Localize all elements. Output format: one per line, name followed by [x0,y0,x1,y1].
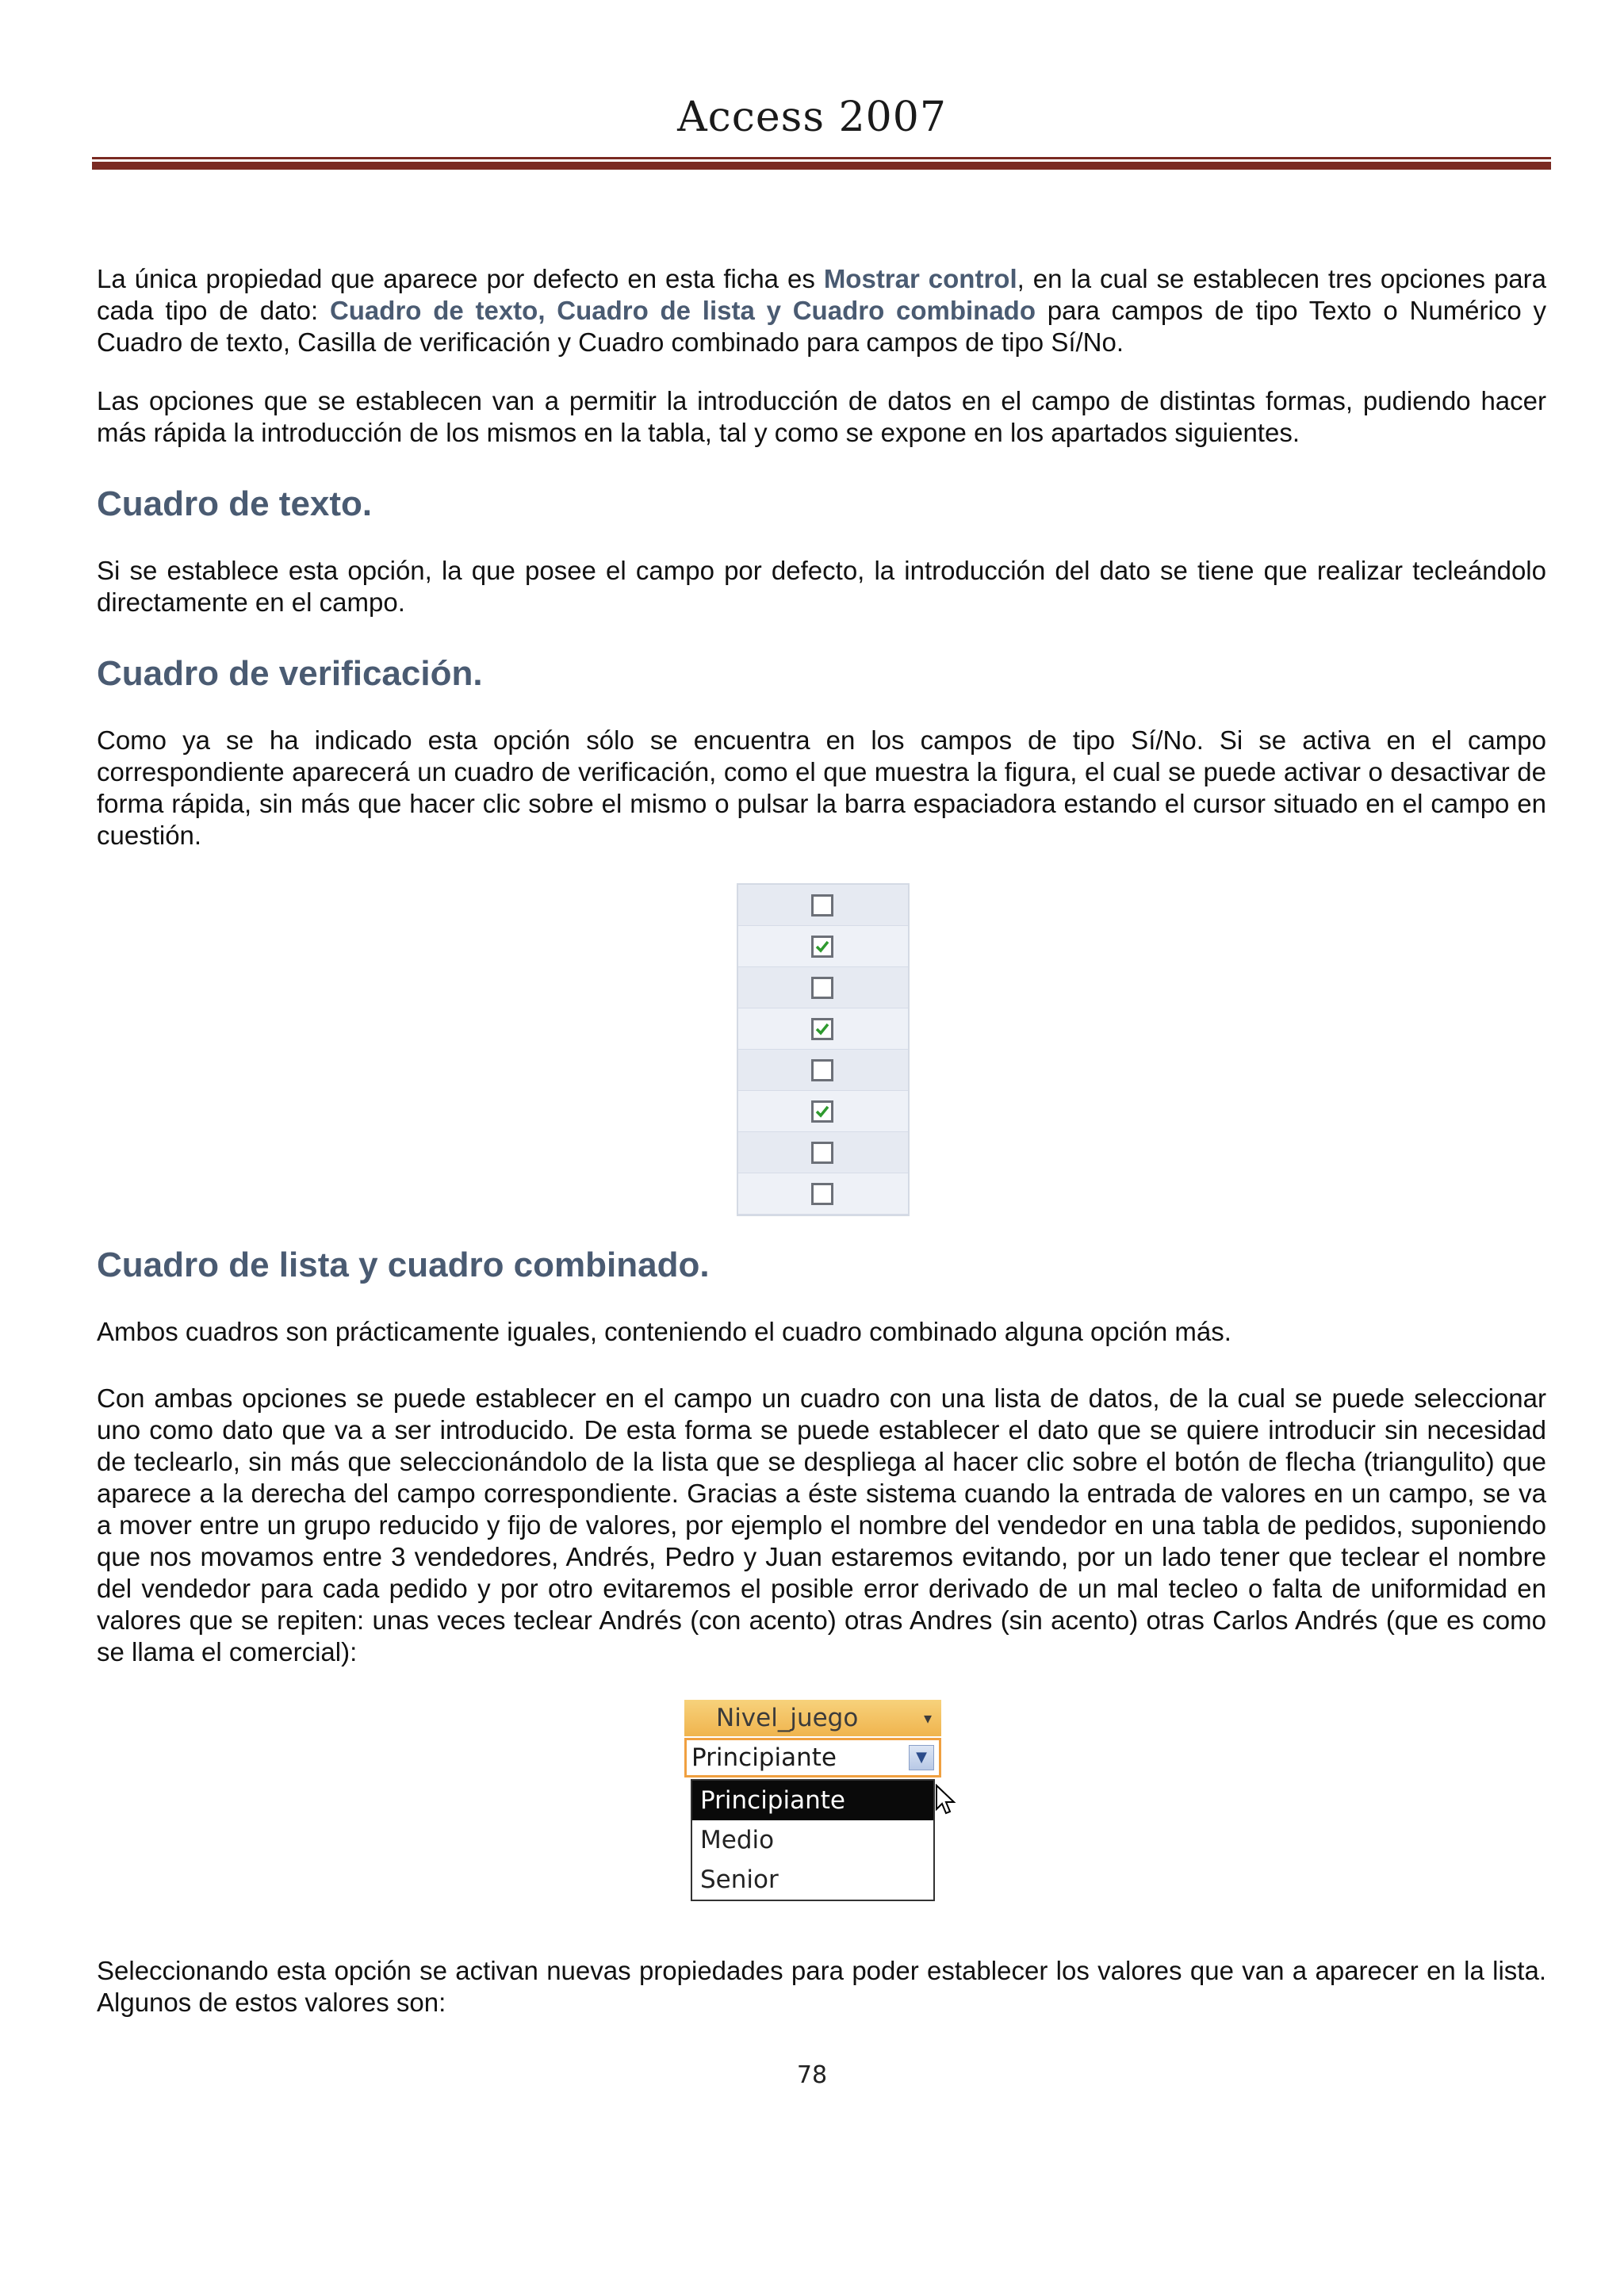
page-content [97,263,1546,2045]
checkbox-row [738,1008,908,1050]
checkbox-figure [737,883,910,1216]
intro-text-3: para campos de tipo Texto o Numérico y Cuadro de texto, Casilla de verificación y Cuadro combinado para campos de tipo Sí/No. [97,296,1546,357]
column-header-nivel-juego[interactable] [684,1700,941,1736]
checkbox-unchecked[interactable] [811,1183,833,1205]
header-rule-thick [92,162,1551,170]
checkbox-unchecked[interactable] [811,894,833,916]
checkbox-row [738,967,908,1008]
checkmark-icon [815,939,829,954]
paragraph-lista-2: Con ambas opciones se puede establecer en el campo un cuadro con una lista de datos, de la cual se puede seleccionar uno como dato que va a ser introducido. De esta forma se puede establecer el dato que se quiere introducir sin necesidad de teclearlo, sin más que seleccionándolo de la lista que se despliega al hacer clic sobre el botón de flecha (triangulito) que aparece a la derecha del campo correspondiente. Gracias a éste sistema cuando la entrada de valores en un campo, se va a mover entre un grupo reducido y fijo de valores, por ejemplo el nombre del vendedor en una tabla de pedidos, suponiendo que nos movamos entre 3 vendedores, Andrés, Pedro y Juan estaremos evitando, por un lado tener que teclear el nombre del vendedor para cada pedido y por otro evitaremos el posible error derivado de un mal tecleo o falta de uniformidad en valores que se repiten: unas veces teclear Andrés (con acento) otras Andres (sin acento) otras Carlos Andrés (que es como se llama el comercial): [97,1383,1546,1667]
checkbox-row [738,1132,908,1173]
paragraph-lista-3: Seleccionando esta opción se activan nuevas propiedades para poder establecer los valores que van a aparecer en la lista. Algunos de estos valores son: [97,1956,1546,2017]
checkmark-icon [815,1104,829,1119]
checkbox-row [738,1173,908,1215]
paragraph-cuadro-verificacion: Como ya se ha indicado esta opción sólo se encuentra en los campos de tipo Sí/No. Si se activa en el campo correspondiente aparecerá un cuadro de verificación, como el que muestra la figura, el cual se puede activar o desactivar de forma rápida, sin más que hacer clic sobre el mismo o pulsar la barra espaciadora estando el cursor situado en el campo en cuestión. [97,725,1546,850]
checkbox-checked[interactable] [811,1100,833,1123]
combo-dropdown-list [691,1779,935,1901]
checkbox-checked[interactable] [811,1018,833,1040]
intro-paragraph-1 [97,263,1546,358]
combo-field[interactable] [684,1738,941,1777]
checkbox-row [738,926,908,967]
intro-paragraph-2: Las opciones que se establecen van a permitir la introducción de datos en el campo de distintas formas, pudiendo hacer más rápida la introducción de los mismos en la tabla, tal y como se expone en los apartados siguientes. [97,386,1546,447]
combo-option[interactable]: Principiante [692,1781,933,1820]
checkbox-row [738,1091,908,1132]
combo-option[interactable]: Medio [700,1826,775,1854]
heading-cuadro-texto: Cuadro de texto. [97,484,373,523]
column-header-label: Nivel_juego [716,1704,859,1732]
page-header-title: Access 2007 [677,94,947,141]
intro-text-2: , en la cual se establecen tres opciones para cada tipo de dato: [97,264,1546,325]
highlight-control-types: Cuadro de texto, Cuadro de lista y Cuadro combinado [329,296,1036,325]
combo-field-value: Principiante [691,1743,837,1772]
intro-text-1: La única propiedad que aparece por defecto en esta ficha es [97,264,824,293]
paragraph-cuadro-texto: Si se establece esta opción, la que posee el campo por defecto, la introducción del dato se tiene que realizar tecleándolo directamente en el campo. [97,556,1546,617]
combo-box-figure [681,1700,960,1908]
highlight-mostrar-control: Mostrar control [823,264,1017,293]
checkbox-unchecked[interactable] [811,1142,833,1164]
checkbox-row [738,885,908,926]
header-rule-thin [92,157,1551,159]
page-number: 78 [796,2061,828,2089]
heading-cuadro-lista: Cuadro de lista y cuadro combinado. [97,1246,710,1284]
heading-cuadro-verificacion: Cuadro de verificación. [97,654,483,693]
checkbox-unchecked[interactable] [811,1059,833,1081]
column-dropdown-icon[interactable]: ▾ [923,1709,932,1728]
checkbox-unchecked[interactable] [811,977,833,999]
checkbox-checked[interactable] [811,936,833,958]
combo-option[interactable]: Senior [700,1866,779,1894]
mouse-pointer-icon [935,1784,959,1816]
checkbox-row [738,1050,908,1091]
paragraph-lista-1: Ambos cuadros son prácticamente iguales, conteniendo el cuadro combinado alguna opción más. [97,1317,1231,1346]
checkmark-icon [815,1022,829,1036]
chevron-down-icon[interactable]: ▼ [909,1745,934,1770]
